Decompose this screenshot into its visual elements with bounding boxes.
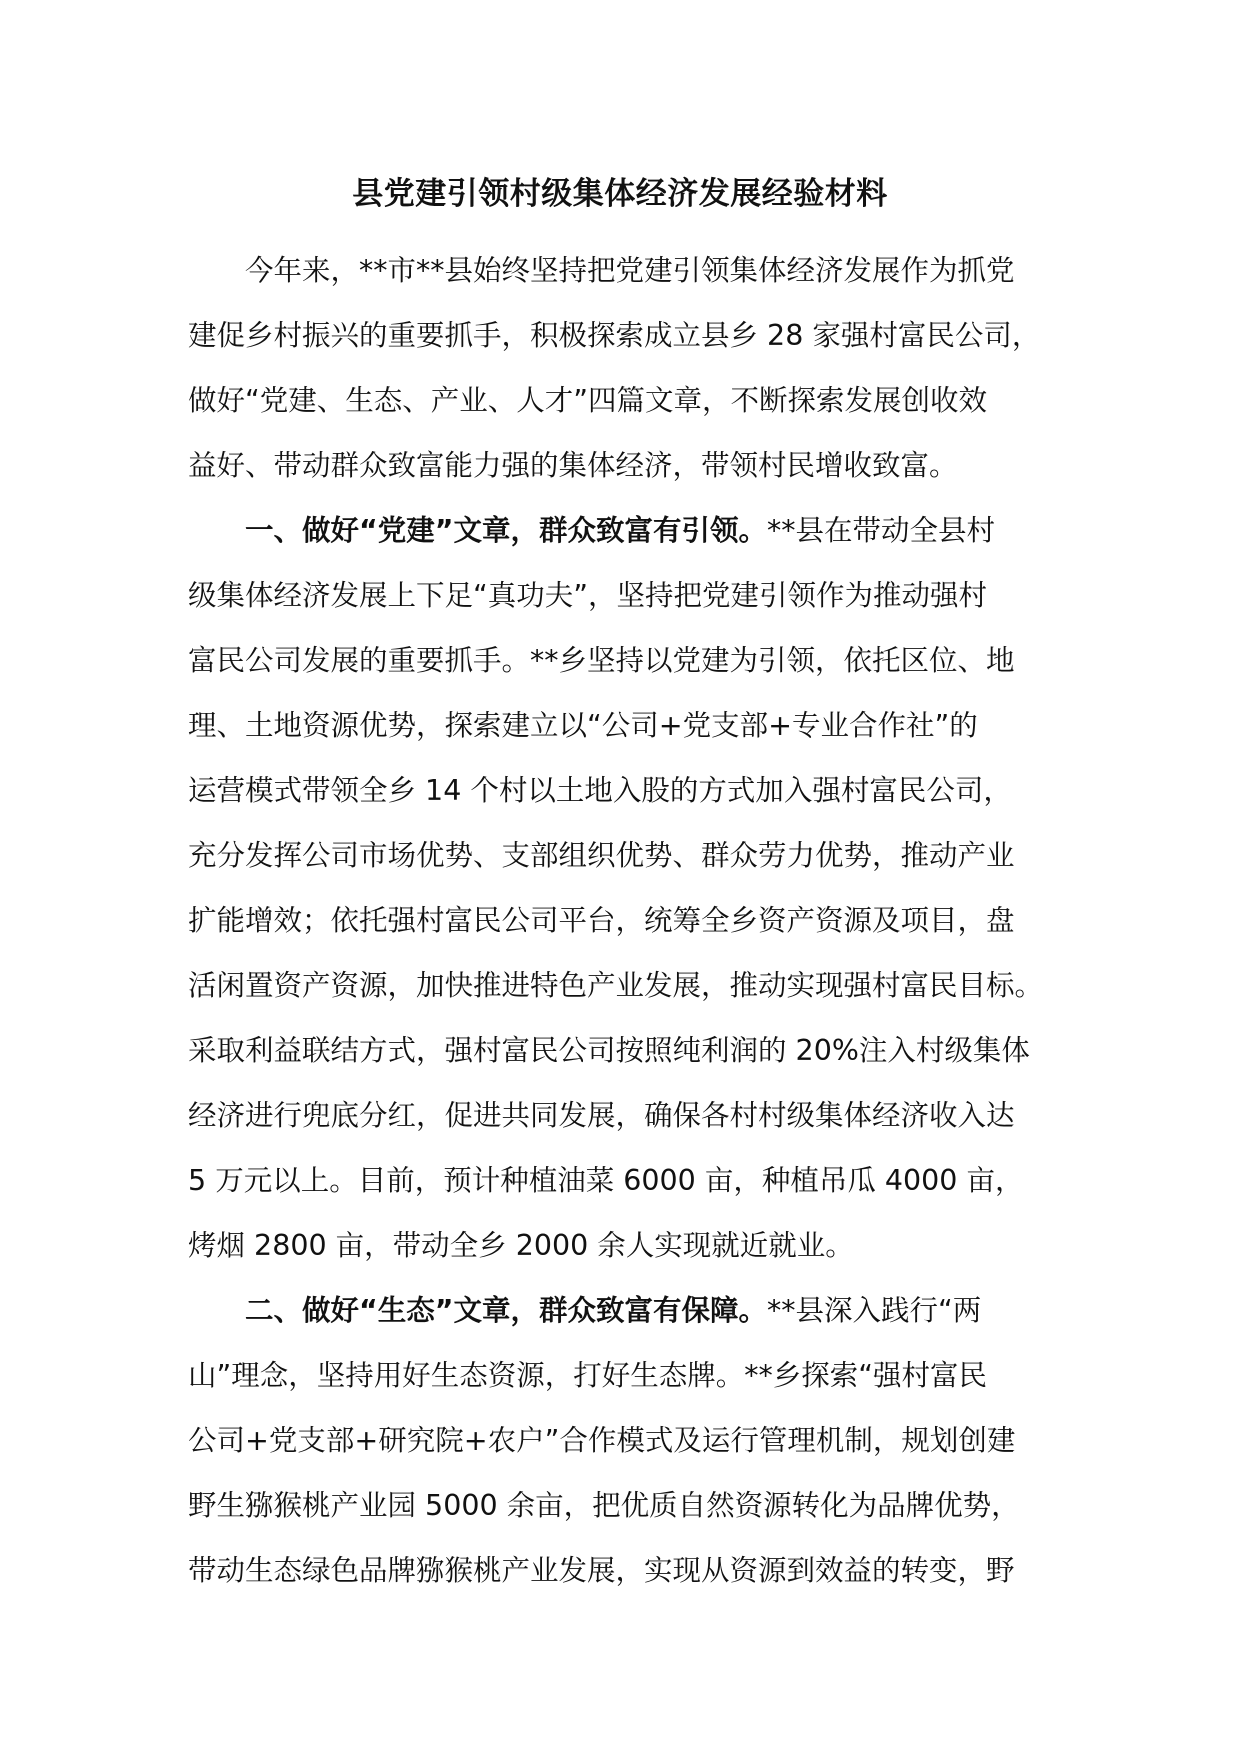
text-line: 烤烟 2800 亩，带动全乡 2000 余人实现就近就业。 bbox=[188, 1229, 854, 1262]
text-line: 公司+党支部+研究院+农户”合作模式及运行管理机制，规划创建 bbox=[188, 1424, 1016, 1457]
text-line: 野生猕猴桃产业园 5000 余亩，把优质自然资源转化为品牌优势， bbox=[188, 1489, 1020, 1522]
paragraph-party-building bbox=[188, 498, 1078, 1278]
text-line: 充分发挥公司市场优势、支部组织优势、群众劳力优势，推动产业 bbox=[188, 839, 1015, 872]
text-line: 今年来，**市**县始终坚持把党建引领集体经济发展作为抓党 bbox=[245, 254, 1015, 287]
text-run: **县深入践行“两 bbox=[766, 1294, 982, 1327]
text-line: 级集体经济发展上下足“真功夫”，坚持把党建引领作为推动强村 bbox=[188, 579, 988, 612]
document-body bbox=[188, 238, 1078, 1603]
text-line: 益好、带动群众致富能力强的集体经济，带领村民增收致富。 bbox=[188, 449, 958, 482]
text-line: 理、土地资源优势，探索建立以“公司+党支部+专业合作社”的 bbox=[188, 709, 978, 742]
text-line: 山”理念，坚持用好生态资源，打好生态牌。**乡探索“强村富民 bbox=[188, 1359, 988, 1392]
text-line: 扩能增效；依托强村富民公司平台，统筹全乡资产资源及项目，盘 bbox=[188, 904, 1015, 937]
text-line: 5 万元以上。目前，预计种植油菜 6000 亩，种植吊瓜 4000 亩， bbox=[188, 1164, 1024, 1197]
text-line: 经济进行兜底分红，促进共同发展，确保各村村级集体经济收入达 bbox=[188, 1099, 1015, 1132]
document-title: 县党建引领村级集体经济发展经验材料 bbox=[352, 176, 888, 212]
paragraph-ecology bbox=[188, 1278, 1078, 1603]
paragraph-intro bbox=[188, 238, 1078, 498]
text-line: 带动生态绿色品牌猕猴桃产业发展，实现从资源到效益的转变，野 bbox=[188, 1554, 1015, 1587]
section-heading: 一、做好“党建”文章，群众致富有引领。 bbox=[245, 514, 767, 547]
text-line bbox=[188, 1278, 1078, 1343]
text-line: 做好“党建、生态、产业、人才”四篇文章，不断探索发展创收效 bbox=[188, 384, 988, 417]
text-line: 采取利益联结方式，强村富民公司按照纯利润的 20%注入村级集体 bbox=[188, 1034, 1030, 1067]
text-line bbox=[188, 498, 1078, 563]
text-line: 富民公司发展的重要抓手。**乡坚持以党建为引领，依托区位、地 bbox=[188, 644, 1015, 677]
text-run: **县在带动全县村 bbox=[766, 514, 995, 547]
text-line: 活闲置资产资源，加快推进特色产业发展，推动实现强村富民目标。 bbox=[188, 969, 1044, 1002]
text-line: 建促乡村振兴的重要抓手，积极探索成立县乡 28 家强村富民公司， bbox=[188, 319, 1041, 352]
text-line: 运营模式带领全乡 14 个村以土地入股的方式加入强村富民公司， bbox=[188, 774, 1012, 807]
section-heading: 二、做好“生态”文章，群众致富有保障。 bbox=[245, 1294, 767, 1327]
